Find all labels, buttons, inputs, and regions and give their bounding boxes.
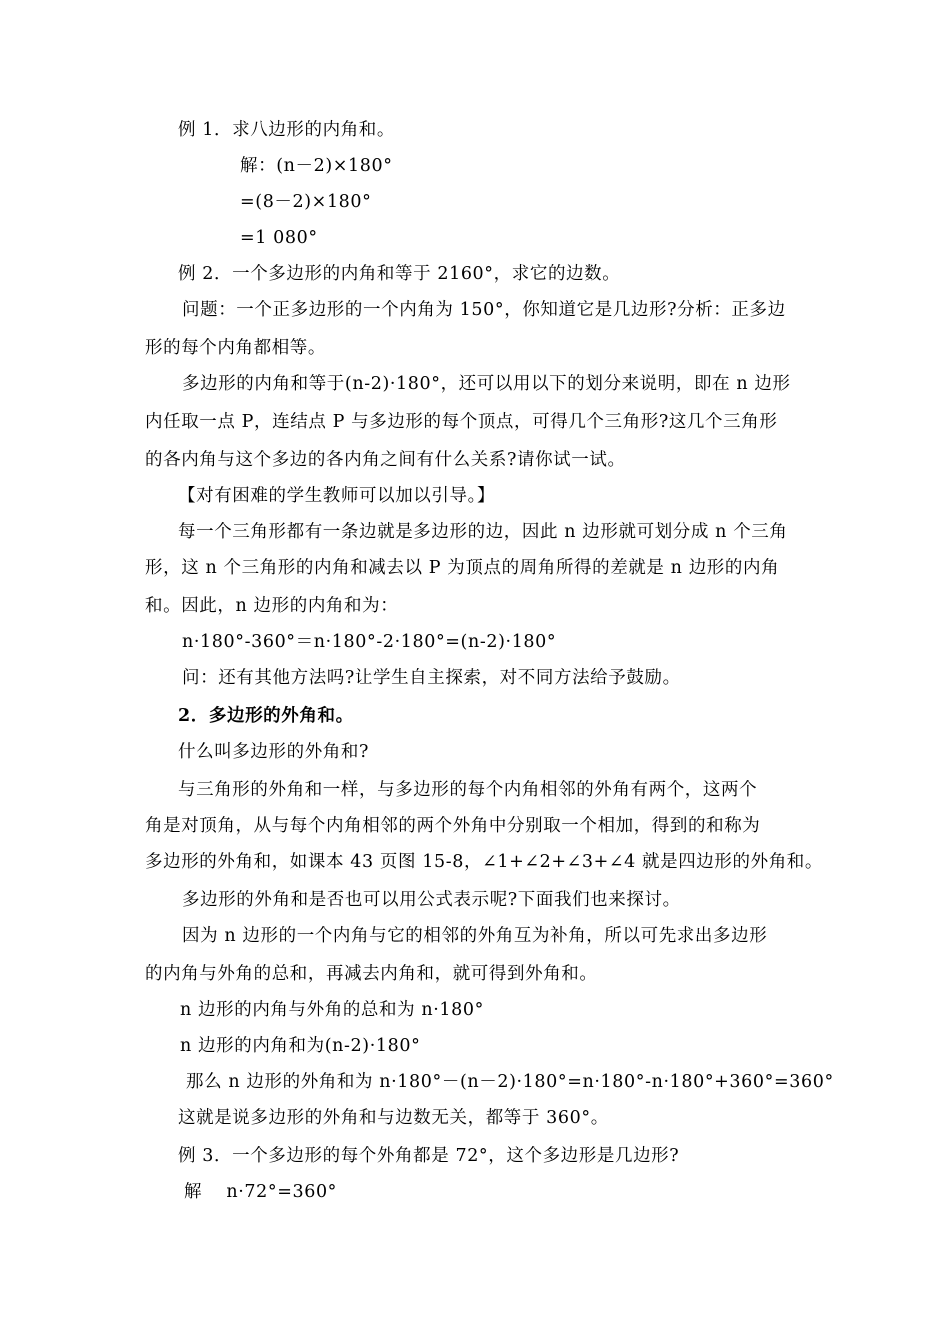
triangle-paragraph-line-1: 每一个三角形都有一条边就是多边形的边，因此 n 边形就可划分成 n 个三角	[178, 522, 788, 542]
question-paragraph-line-2: 形的每个内角都相等。	[145, 338, 326, 358]
interior-angle-formula: n·180°-360°＝n·180°-2·180°=(n-2)·180°	[182, 632, 557, 652]
example-2-title: 例 2．一个多边形的内角和等于 2160°，求它的边数。	[178, 264, 621, 284]
supplementary-paragraph-line-2: 的内角与外角的总和，再减去内角和，就可得到外角和。	[145, 964, 598, 984]
total-angle-sum: n 边形的内角与外角的总和为 n·180°	[180, 1000, 484, 1020]
triangle-paragraph-line-2: 形，这 n 个三角形的内角和减去以 P 为顶点的周角所得的差就是 n 边形的内角	[145, 558, 780, 578]
supplementary-paragraph-line-1: 因为 n 边形的一个内角与它的相邻的外角互为补角，所以可先求出多边形	[182, 926, 768, 946]
formula-question: 多边形的外角和是否也可以用公式表示呢?下面我们也来探讨。	[182, 890, 681, 910]
interior-angle-sum: n 边形的内角和为(n-2)·180°	[180, 1036, 421, 1056]
example-3-title: 例 3．一个多边形的每个外角都是 72°，这个多边形是几边形?	[178, 1146, 680, 1166]
exterior-angle-derivation: 那么 n 边形的外角和为 n·180°－(n－2)·180°=n·180°-n·180°+360°=360°	[186, 1072, 834, 1092]
division-paragraph-line-3: 的各内角与这个多边的各内角之间有什么关系?请你试一试。	[145, 450, 626, 470]
teacher-note: 【对有困难的学生教师可以加以引导。】	[178, 486, 496, 506]
example-1-solution-line-2: =(8－2)×180°	[240, 192, 372, 212]
division-paragraph-line-1: 多边形的内角和等于(n-2)·180°，还可以用以下的划分来说明，即在 n 边形	[182, 374, 791, 394]
exterior-paragraph-line-3: 多边形的外角和，如课本 43 页图 15-8，∠1+∠2+∠3+∠4 就是四边形的外角和。	[145, 852, 824, 872]
section-2-heading: 2．多边形的外角和。	[178, 706, 354, 726]
exterior-angle-question: 什么叫多边形的外角和?	[178, 742, 369, 762]
question-paragraph-line-1: 问题：一个正多边形的一个内角为 150°，你知道它是几边形?分析：正多边	[182, 300, 786, 320]
example-1-solution-line-1: 解：(n－2)×180°	[240, 156, 393, 176]
exterior-paragraph-line-2: 角是对顶角，从与每个内角相邻的两个外角中分别取一个相加，得到的和称为	[145, 816, 761, 836]
example-3-solution: 解 n·72°=360°	[184, 1182, 338, 1202]
exterior-paragraph-line-1: 与三角形的外角和一样，与多边形的每个内角相邻的外角有两个，这两个	[178, 780, 758, 800]
example-1-title: 例 1．求八边形的内角和。	[178, 120, 395, 140]
triangle-paragraph-line-3: 和。因此，n 边形的内角和为：	[145, 596, 399, 616]
example-1-solution-line-3: =1 080°	[240, 228, 318, 248]
other-methods-question: 问：还有其他方法吗?让学生自主探索，对不同方法给予鼓励。	[182, 668, 681, 688]
exterior-angle-conclusion: 这就是说多边形的外角和与边数无关，都等于 360°。	[178, 1108, 609, 1128]
division-paragraph-line-2: 内任取一点 P，连结点 P 与多边形的每个顶点，可得几个三角形?这几个三角形	[145, 412, 778, 432]
